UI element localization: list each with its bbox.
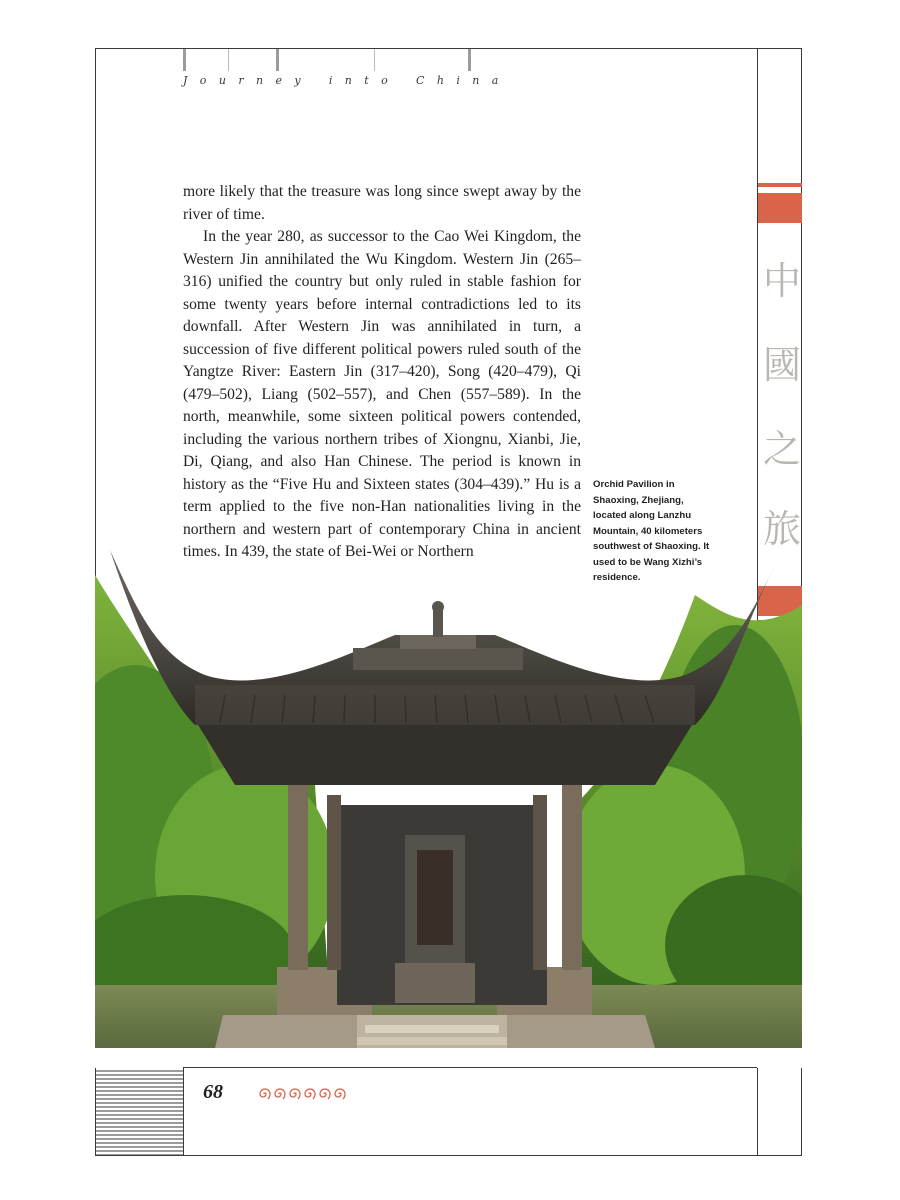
header-tick: [276, 49, 279, 71]
footer-rule: [183, 1067, 757, 1068]
page-number: 68: [203, 1081, 223, 1103]
striped-block: [95, 1068, 183, 1156]
calligraphy-char: 中: [762, 262, 801, 300]
header-tick: [183, 49, 186, 71]
photo-caption: Orchid Pavilion in Shaoxing, Zhejiang, located along Lanzhu Mountain, 40 kilometers southwest of Shaoxing. It used to be Wang Xizhi’s residence.: [593, 479, 710, 583]
header-tick: [374, 49, 375, 71]
header-tick: [228, 49, 229, 71]
spiral-ornament-icon: [257, 1086, 349, 1106]
calligraphy-char: 國: [762, 346, 801, 384]
red-band-top: [758, 183, 802, 187]
calligraphy-char: 旅: [762, 510, 801, 548]
running-header: Journey into China: [183, 74, 511, 87]
paragraph: more likely that the treasure was long since swept away by the river of time.: [183, 183, 581, 223]
paragraph: In the year 280, as successor to the Cao Wei Kingdom, the Western Jin annihilated the Wu Kingdom. Western Jin (265–316) unified the country but only ruled in stable fashion for some twenty years before internal contradictions led to its downfall. After Western Jin was annihilated in turn, a succession of five different political powers ruled south of the Yangtze River: Eastern Jin (317–420), Song (420–479), Qi (479–502), Liang (502–557), and Chen (557–589). In the north, meanwhile, some sixteen political powers contended, including the various northern tribes of Xiongnu, Xianbi, Jie, Di, Qiang, and also Han Chinese. The period is known in history as the “Five Hu and Sixteen states (304–439).” Hu is a term applied to the five non-Han nationalities living in the northern and western part of contemporary China in ancient times. In 439, the state of Bei-Wei or Northern: [183, 228, 581, 560]
body-text: [183, 181, 581, 564]
header-tick: [468, 49, 471, 71]
footer-rule-vertical: [183, 1067, 184, 1156]
calligraphy-char: 之: [762, 430, 801, 468]
orchid-pavilion-photo: [95, 545, 802, 1068]
red-band-top-block: [758, 193, 802, 223]
